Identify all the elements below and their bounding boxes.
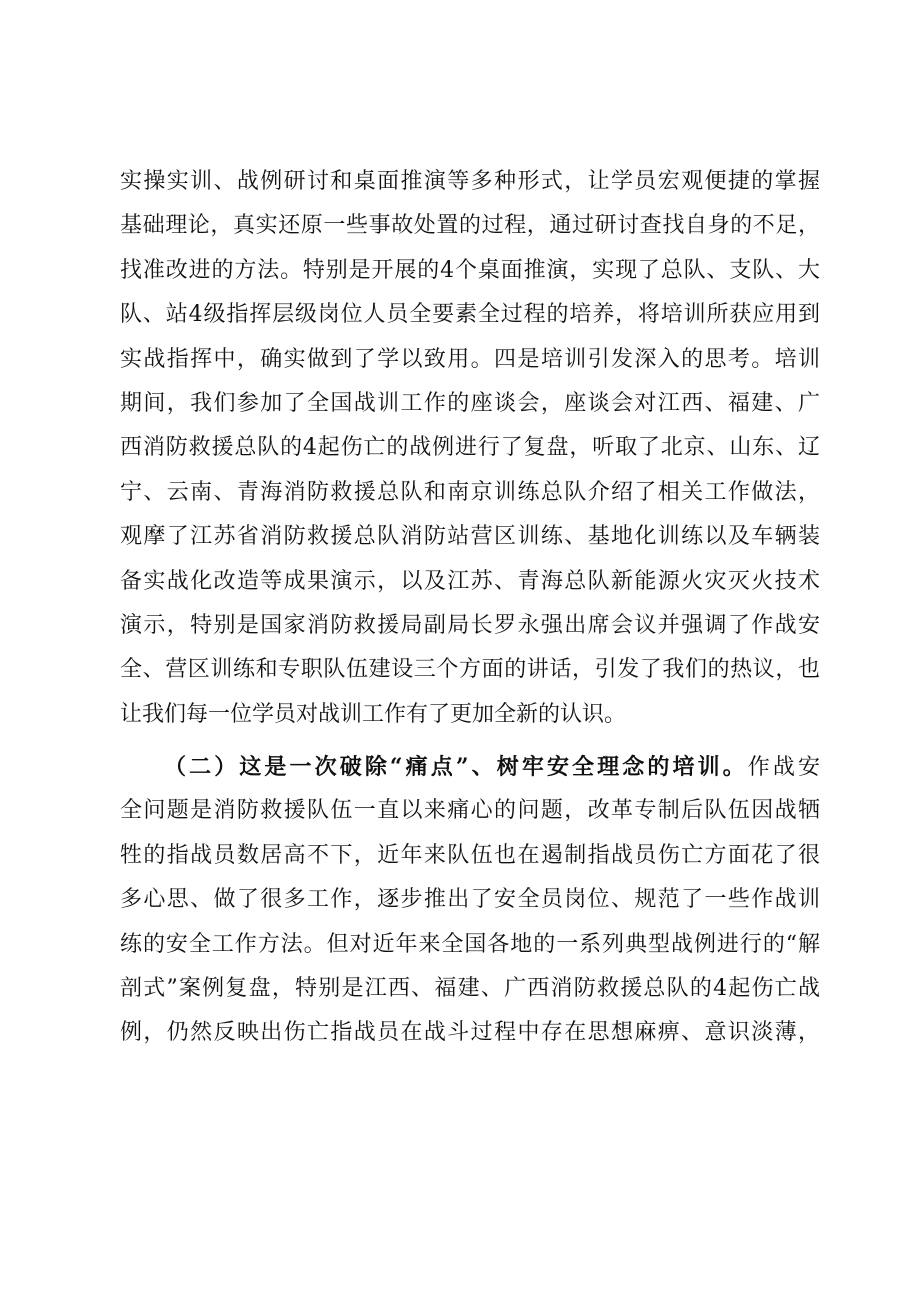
text-line: 宁、云南、青海消防救援总队和南京训练总队介绍了相关工作做法， bbox=[120, 479, 820, 505]
text-line: 例，仍然反映出伤亡指战员在战斗过程中存在思想麻痹、意识淡薄， bbox=[120, 1020, 820, 1046]
text-line: 多心思、做了很多工作，逐步推出了安全员岗位、规范了一些作战训 bbox=[120, 887, 820, 913]
text-line: 找准改进的方法。特别是开展的4个桌面推演，实现了总队、支队、大 bbox=[120, 257, 820, 283]
text-line: 观摩了江苏省消防救援总队消防站营区训练、基地化训练以及车辆装 bbox=[120, 524, 820, 550]
text-line: 全问题是消防救援队伍一直以来痛心的问题，改革专制后队伍因战牺 bbox=[120, 798, 820, 824]
text-line: 备实战化改造等成果演示，以及江苏、青海总队新能源火灾灭火技术 bbox=[120, 568, 820, 594]
paragraph-spacer bbox=[120, 737, 820, 745]
text-line: 牲的指战员数居高不下，近年来队伍也在遏制指战员伤亡方面花了很 bbox=[120, 842, 820, 868]
paragraph-1 bbox=[120, 160, 820, 737]
paragraph-2 bbox=[120, 745, 820, 1056]
text-line: 让我们每一位学员对战训工作有了更加全新的认识。 bbox=[120, 701, 627, 727]
section-heading: （二）这是一次破除“痛点”、树牢安全理念的培训。 bbox=[164, 754, 748, 781]
document-body bbox=[120, 160, 820, 1056]
text-line: 练的安全工作方法。但对近年来全国各地的一系列典型战例进行的“解 bbox=[120, 931, 820, 957]
text-line: 队、站4级指挥层级岗位人员全要素全过程的培养，将培训所获应用到 bbox=[120, 302, 820, 328]
text-line: 剖式”案例复盘，特别是江西、福建、广西消防救援总队的4起伤亡战 bbox=[120, 976, 820, 1002]
text-line: 期间，我们参加了全国战训工作的座谈会，座谈会对江西、福建、广 bbox=[120, 390, 820, 416]
paragraph-heading-line bbox=[120, 745, 820, 789]
text-run: 作战安 bbox=[747, 755, 820, 781]
text-line: 全、营区训练和专职队伍建设三个方面的讲话，引发了我们的热议，也 bbox=[120, 657, 820, 683]
text-line: 实战指挥中，确实做到了学以致用。四是培训引发深入的思考。培训 bbox=[120, 346, 820, 372]
text-line: 实操实训、战例研讨和桌面推演等多种形式，让学员宏观便捷的掌握 bbox=[120, 169, 820, 194]
text-line: 西消防救援总队的4起伤亡的战例进行了复盘，听取了北京、山东、辽 bbox=[120, 435, 820, 461]
text-line: 演示，特别是国家消防救援局副局长罗永强出席会议并强调了作战安 bbox=[120, 612, 820, 638]
text-line: 基础理论，真实还原一些事故处置的过程，通过研讨查找自身的不足， bbox=[120, 213, 820, 239]
